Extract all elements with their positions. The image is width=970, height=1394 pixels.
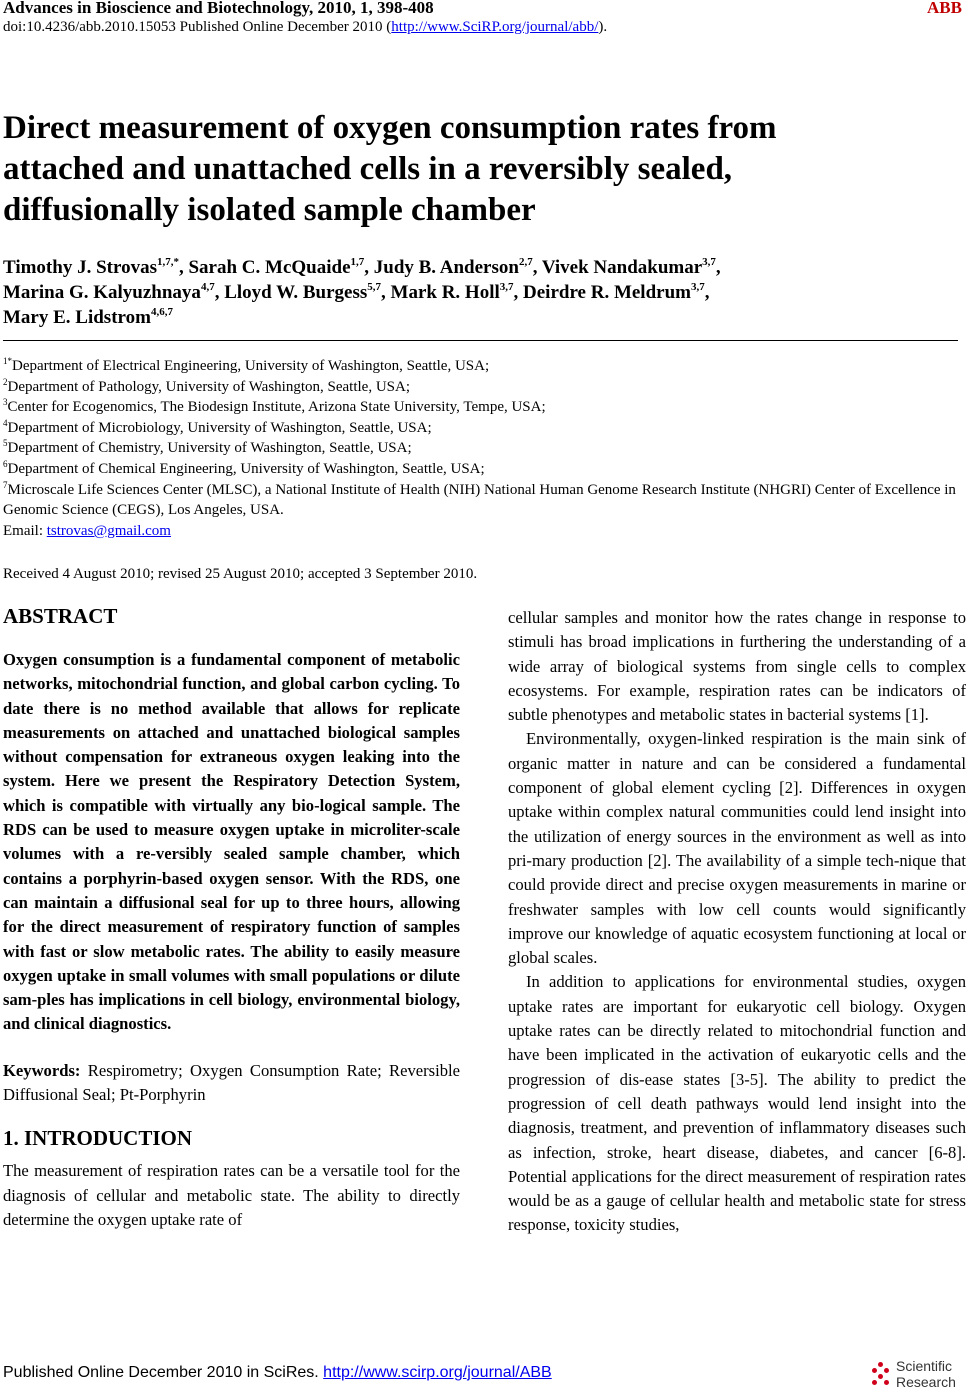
right-column — [508, 606, 966, 1238]
affiliation-list — [3, 356, 958, 521]
footer-text: Published Online December 2010 in SciRes. — [3, 1364, 324, 1381]
author: Judy B. Anderson$^{2,7}$, — [373, 256, 542, 278]
body-paragraph: In addition to applications for environmental studies, oxygen uptake rates are important for eukaryotic cell biology. Oxygen uptake rates can be directly related to mitochondrial function and have been implicated in the activation of eukaryotic cells and the progression of dis-ease states [3-5]. The ability to predict the progression of cell death pathways would lend insight into the diagnosis, treatment, and prevention of inflammatory diseases such as infection, stroke, heart disease, diabetes, and cancer [6-8]. Potential applications for the direct measurement of respiration rates would be as a gauge of cellular health and metabolic state for stress response, toxicity studies, — [508, 972, 966, 1235]
keywords-text: Respirometry; Oxygen Consumption Rate; Reversible Diffusional Seal; Pt-Porphyrin — [3, 1060, 460, 1105]
author: Deirdre R. Meldrum$^{3,7}$, — [523, 281, 710, 303]
abstract-heading: ABSTRACT — [3, 604, 118, 628]
author: Lloyd W. Burgess$^{5,7}$, — [224, 281, 391, 303]
journal-header: Advances in Bioscience and Biotechnology, 2010, 1, 398-408 — [3, 0, 434, 17]
section-heading: 1. INTRODUCTION — [3, 1126, 193, 1151]
paper-title: Direct measurement of oxygen consumption rates from attached and unattached cells in a reversibly sealed, diffusionally isolated sample chamber — [3, 110, 777, 228]
email-line — [3, 523, 171, 540]
left-column — [3, 648, 460, 1232]
affiliation: $^4$Department of Microbiology, University of Washington, Seattle, USA; — [3, 417, 432, 436]
author: Vivek Nandakumar$^{3,7}$, — [541, 256, 721, 278]
email-label: Email: — [3, 523, 47, 539]
affiliation: $^5$Department of Chemistry, University of Washington, Seattle, USA; — [3, 438, 412, 457]
doi-line — [3, 19, 607, 36]
footer — [3, 1364, 552, 1382]
body-paragraph: Environmentally, oxygen-linked respiration is the main sink of organic matter in nature and can be considered a fundamental component of global element cycling [2]. Differences in oxygen uptake within complex natural communities could lend insight into the utilization of energy sources in the environment as well as into pri-mary production [2]. The availability of a simple tech-nique that could provide direct and precise oxygen measurements in marine or freshwater samples with low cell counts would significantly improve our knowledge of aquatic ecosystem functioning at local or global scales. — [508, 729, 966, 968]
affiliation: $^2$Department of Pathology, University of Washington, Seattle, USA; — [3, 376, 410, 395]
abstract-text: Oxygen consumption is a fundamental component of metabolic networks, mitochondrial function, and global carbon cycling. To date there is no method available that allows for replicate measurements on attached and unattached biological samples without compensation for extraneous oxygen leaking into the system. Here we present the Respiratory Detection System, which is compatible with virtually any bio-logical sample. The RDS can be used to measure oxygen uptake in microliter-scale volumes with a re-versibly sealed sample chamber, which contains a porphyrin-based oxygen sensor. With the RDS, one can maintain a diffusional seal for up to three hours, allowing for the direct measurement of respiratory function of samples with fast or slow metabolic rates. The ability to easily measure oxygen uptake in small volumes with small populations or dilute sam-ples has implications in cell biology, environmental biology, and clinical diagnostics. — [3, 650, 460, 1034]
header-divider — [3, 340, 958, 341]
affiliation: $^6$Department of Chemical Engineering, University of Washington, Seattle, USA; — [3, 458, 485, 477]
keywords — [3, 1059, 460, 1108]
author: Timothy J. Strovas$^{1,7,*}$, — [3, 256, 189, 278]
journal-link[interactable]: http://www.SciRP.org/journal/abb/ — [391, 19, 599, 35]
received-dates: Received 4 August 2010; revised 25 August 2010; accepted 3 September 2010. — [3, 566, 478, 582]
footer-link[interactable]: http://www.scirp.org/journal/ABB — [323, 1364, 552, 1381]
author: Mark R. Holl$^{3,7}$, — [390, 281, 524, 303]
body-paragraph: The measurement of respiration rates can be a versatile tool for the diagnosis of cellular and metabolic state. The ability to directly determine the oxygen uptake rate of — [3, 1161, 460, 1229]
doi-prefix: doi:10.4236/abb.2010.15053 Published Online December 2010 ( — [3, 19, 392, 35]
author: Mary E. Lidstrom$^{4,6,7}$ — [3, 306, 173, 328]
journal-abbreviation: ABB — [927, 0, 962, 17]
publisher-logo — [870, 1358, 966, 1392]
logo-icon — [870, 1362, 892, 1386]
logo-wordmark: Scientific Research — [896, 1358, 956, 1390]
email-link[interactable]: tstrovas@gmail.com — [46, 523, 171, 539]
body-paragraph: cellular samples and monitor how the rates change in response to stimuli has broad implications in furthering the understanding of a wide array of biological systems from single cells to complex ecosystems. For example, respiration rates can be indicators of subtle phenotypes and metabolic states in bacterial systems [1]. — [508, 608, 966, 725]
author: Sarah C. McQuaide$^{1,7}$, — [188, 256, 374, 278]
affiliation: $^{1*}$Department of Electrical Engineering, University of Washington, Seattle, USA; — [3, 356, 490, 374]
affiliation: $^3$Center for Ecogenomics, The Biodesign Institute, Arizona State University, Tempe, USA; — [3, 397, 546, 416]
keywords-label: Keywords: — [3, 1060, 81, 1080]
author-list — [3, 255, 953, 330]
author: Marina G. Kalyuzhnaya$^{4,7}$, — [3, 281, 225, 303]
affiliation: $^7$Microscale Life Sciences Center (MLSC), a National Institute of Health (NIH) National Human Genome Research Institute (NHGRI) Center of Excellence in Genomic Science (CEGS), Los Angeles, USA. — [3, 479, 956, 519]
doi-suffix: ). — [598, 19, 608, 35]
